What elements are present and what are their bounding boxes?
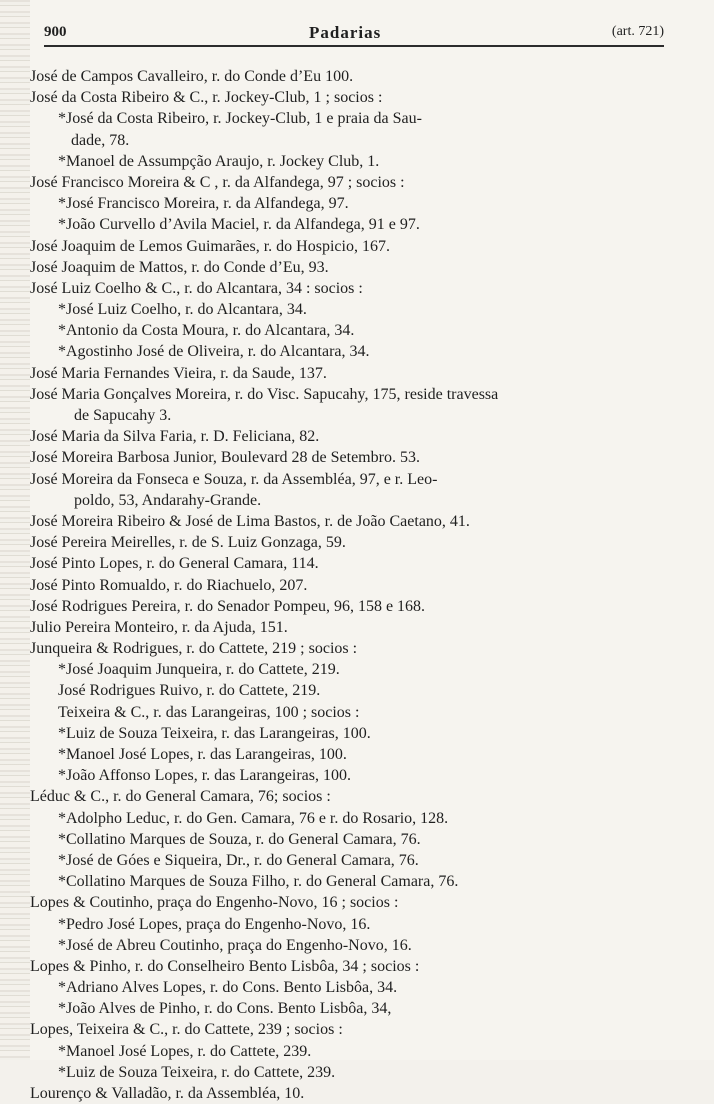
running-title: Padarias	[309, 23, 382, 42]
partner-entry: *Luiz de Souza Teixeira, r. do Cattete, 239.	[58, 1063, 336, 1081]
header-rule	[44, 45, 664, 47]
business-entry: José Moreira da Fonseca e Souza, r. da Assembléa, 97, e r. Leo-	[30, 470, 438, 488]
partner-entry: dade, 78.	[71, 131, 130, 149]
page-number: 900	[44, 24, 67, 40]
business-entry: Julio Pereira Monteiro, r. da Ajuda, 151.	[30, 618, 288, 636]
business-entry: José de Campos Cavalleiro, r. do Conde d’Eu 100.	[30, 68, 354, 85]
partner-entry: *João Alves de Pinho, r. do Cons. Bento Lisbôa, 34,	[58, 1000, 392, 1018]
partner-entry: *Agostinho José de Oliveira, r. do Alcantara, 34.	[58, 343, 370, 361]
business-entry: José Joaquim de Mattos, r. do Conde d’Eu, 93.	[30, 258, 329, 276]
business-entry: Lopes, Teixeira & C., r. do Cattete, 239 ; socios :	[30, 1021, 343, 1039]
business-entry: Lourenço & Valladão, r. da Assembléa, 10.	[30, 1085, 305, 1102]
business-entry: Lopes & Coutinho, praça do Engenho-Novo, 16 ; socios :	[30, 894, 399, 912]
business-entry: José Maria Fernandes Vieira, r. da Saude, 137.	[30, 364, 327, 382]
partner-entry: *Pedro José Lopes, praça do Engenho-Novo, 16.	[58, 915, 371, 933]
partner-entry: *Manoel José Lopes, r. do Cattete, 239.	[58, 1042, 312, 1060]
business-entry: poldo, 53, Andarahy-Grande.	[74, 491, 262, 509]
business-entry: José da Costa Ribeiro & C., r. Jockey-Club, 1 ; socios :	[30, 89, 383, 107]
business-entry: José Pinto Romualdo, r. do Riachuelo, 207.	[30, 576, 308, 594]
business-entry: José Rodrigues Pereira, r. do Senador Pompeu, 96, 158 e 168.	[30, 597, 426, 615]
partner-entry: *João Curvello d’Avila Maciel, r. da Alfandega, 91 e 97.	[58, 216, 420, 234]
business-entry: José Pinto Lopes, r. do General Camara, 114.	[30, 555, 319, 573]
partner-entry: *José de Abreu Coutinho, praça do Engenho-Novo, 16.	[58, 936, 412, 954]
article-reference: (art. 721)	[611, 24, 664, 39]
business-entry: José Maria da Silva Faria, r. D. Feliciana, 82.	[30, 428, 320, 446]
partner-entry: *José de Góes e Siqueira, Dr., r. do General Camara, 76.	[58, 851, 419, 869]
partner-entry: *Collatino Marques de Souza, r. do General Camara, 76.	[58, 830, 421, 848]
business-entry: José Francisco Moreira & C , r. da Alfandega, 97 ; socios :	[30, 173, 405, 191]
partner-entry: *José Joaquim Junqueira, r. do Cattete, 219.	[58, 661, 340, 679]
business-entry: José Moreira Ribeiro & José de Lima Bastos, r. de João Caetano, 41.	[30, 512, 470, 530]
partner-entry: *Adriano Alves Lopes, r. do Cons. Bento Lisbôa, 34.	[58, 979, 398, 997]
business-entry: José Maria Gonçalves Moreira, r. do Visc. Sapucahy, 175, reside travessa	[30, 385, 499, 403]
partner-entry: *Manoel José Lopes, r. das Larangeiras, 100.	[58, 746, 347, 763]
partner-entry: *Collatino Marques de Souza Filho, r. do General Camara, 76.	[58, 873, 459, 891]
business-entry: Junqueira & Rodrigues, r. do Cattete, 219 ; socios :	[30, 640, 358, 658]
partner-entry: José Rodrigues Ruivo, r. do Cattete, 219.	[58, 682, 321, 700]
business-entry: José Moreira Barbosa Junior, Boulevard 28 de Setembro. 53.	[30, 449, 420, 467]
business-entry: Léduc & C., r. do General Camara, 76; socios :	[30, 788, 331, 806]
partner-entry: *José da Costa Ribeiro, r. Jockey-Club, 1 e praia da Sau-	[58, 110, 422, 128]
business-entry: José Joaquim de Lemos Guimarães, r. do Hospicio, 167.	[30, 237, 390, 255]
partner-entry: *Luiz de Souza Teixeira, r. das Larangeiras, 100.	[58, 724, 371, 742]
partner-entry: *José Luiz Coelho, r. do Alcantara, 34.	[58, 301, 307, 319]
partner-entry: Teixeira & C., r. das Larangeiras, 100 ; socios :	[58, 703, 360, 721]
partner-entry: *João Affonso Lopes, r. das Larangeiras, 100.	[58, 767, 351, 785]
business-entry: José Luiz Coelho & C., r. do Alcantara, 34 : socios :	[30, 279, 363, 297]
business-entry: Lopes & Pinho, r. do Conselheiro Bento Lisbôa, 34 ; socios :	[30, 957, 420, 975]
entries-list	[0, 66, 714, 1104]
partner-entry: *José Francisco Moreira, r. da Alfandega, 97.	[58, 195, 349, 213]
page-header	[44, 24, 664, 44]
partner-entry: *Manoel de Assumpção Araujo, r. Jockey Club, 1.	[58, 152, 380, 170]
partner-entry: *Adolpho Leduc, r. do Gen. Camara, 76 e r. do Rosario, 128.	[58, 809, 449, 827]
business-entry: José Pereira Meirelles, r. de S. Luiz Gonzaga, 59.	[30, 534, 346, 552]
business-entry: de Sapucahy 3.	[74, 407, 172, 424]
partner-entry: *Antonio da Costa Moura, r. do Alcantara, 34.	[58, 322, 355, 340]
